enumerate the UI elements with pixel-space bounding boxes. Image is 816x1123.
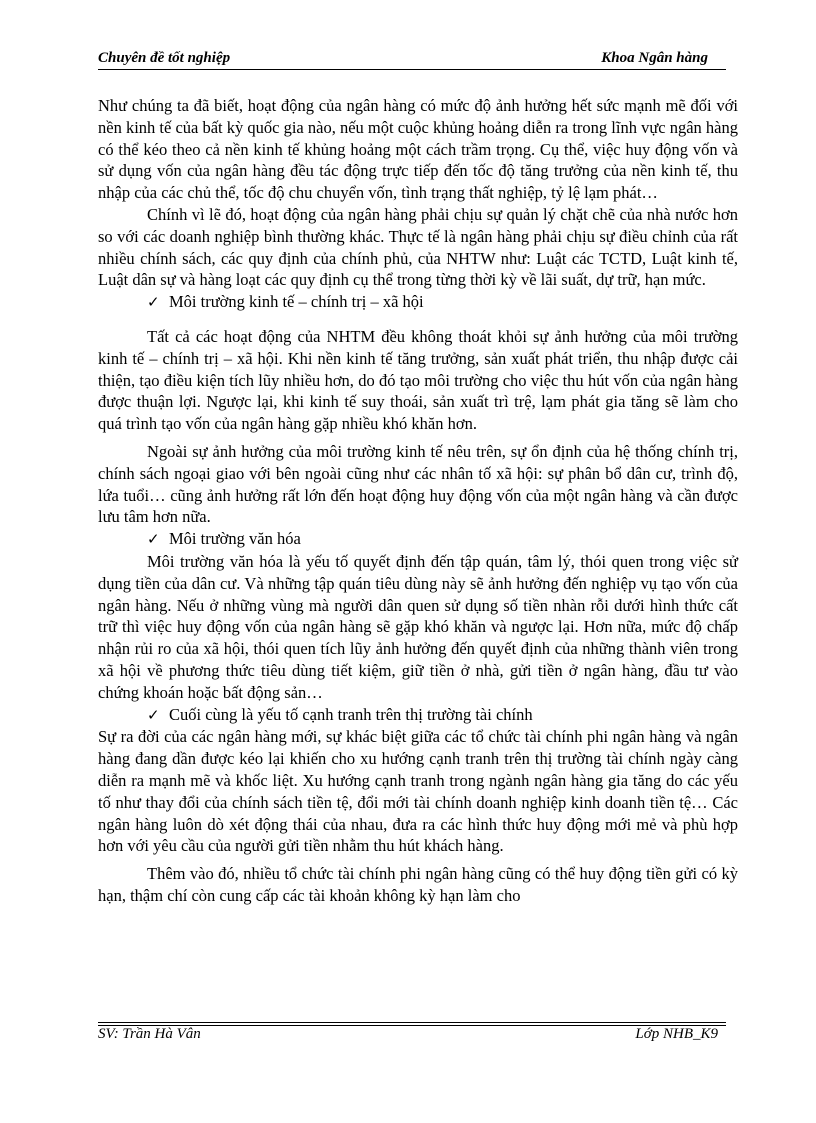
paragraph: Như chúng ta đã biết, hoạt động của ngân hàng có mức độ ảnh hưởng hết sức mạnh mẽ đối với nền kinh tế của bất kỳ quốc gia nào, nếu một cuộc khủng hoảng diễn ra trong lĩnh vực ngân hàng có thể kéo theo cả nền kinh tế khủng hoảng một cách trầm trọng. Cụ thể, việc huy động vốn và sử dụng vốn của ngân hàng đều tác động trực tiếp đến tốc độ tăng trưởng của nền kinh tế, thu nhập của các chủ thể, tốc độ chu chuyển vốn, tình trạng thất nghiệp, tỷ lệ lạm phát… (98, 96, 738, 203)
bullet-heading (98, 291, 738, 314)
footer-student: SV: Trần Hà Vân (98, 1026, 201, 1042)
checkmark-icon: ✓ (147, 293, 160, 312)
bullet-text: Môi trường kinh tế – chính trị – xã hội (169, 292, 424, 312)
checkmark-icon: ✓ (147, 705, 160, 724)
bullet-text: Môi trường văn hóa (169, 529, 301, 549)
header-title: Chuyên đề tốt nghiệp (98, 50, 231, 66)
paragraph: Ngoài sự ảnh hưởng của môi trường kinh tế nêu trên, sự ổn định của hệ thống chính trị, chính sách ngoại giao với bên ngoài cũng như các nhân tố xã hội: sự phân bổ dân cư, trình độ, lứa tuổi… cũng ảnh hưởng rất lớn đến hoạt động huy động vốn của một ngân hàng và cần được lưu tâm hơn nữa. (98, 441, 738, 527)
paragraph: Chính vì lẽ đó, hoạt động của ngân hàng phải chịu sự quản lý chặt chẽ của nhà nước hơn so với các doanh nghiệp bình thường khác. Thực tế là ngân hàng phải chịu sự điều chỉnh của rất nhiều chính sách, các quy định của chính phủ, của NHTW như: Luật các TCTD, Luật kinh tế, Luật dân sự và hàng loạt các quy định cụ thể trong từng thời kỳ về lãi suất, dự trữ, hạn mức. (98, 204, 738, 290)
header-rule (98, 69, 726, 70)
document-body (98, 95, 738, 907)
bullet-heading (98, 704, 738, 727)
paragraph: Thêm vào đó, nhiều tổ chức tài chính phi ngân hàng cũng có thể huy động tiền gửi có kỳ hạn, thậm chí còn cung cấp các tài khoản không kỳ hạn làm cho (98, 864, 738, 905)
footer-class: Lớp NHB_K9 (635, 1026, 718, 1042)
paragraph: Môi trường văn hóa là yếu tố quyết định đến tập quán, tâm lý, thói quen trong việc sử dụng tiền của dân cư. Và những tập quán tiêu dùng này sẽ ảnh hưởng đến nghiệp vụ tạo vốn của ngân hàng. Nếu ở những vùng mà người dân quen sử dụng số tiền nhàn rỗi dưới hình thức cất trữ thì việc huy động vốn của ngân hàng sẽ gặp khó khăn và ngược lại. Hơn nữa, mức độ chấp nhận rủi ro của xã hội, thói quen tích lũy ảnh hưởng đến quyết định của những thành viên trong xã hội về phương thức tiêu dùng tiết kiệm, giữ tiền ở nhà, gửi tiền ở ngân hàng, đầu tư vào chứng khoán hoặc bất động sản… (98, 551, 738, 702)
checkmark-icon: ✓ (147, 530, 160, 549)
page-header (98, 50, 718, 70)
paragraph: Tất cả các hoạt động của NHTM đều không thoát khỏi sự ảnh hưởng của môi trường kinh tế – chính trị – xã hội. Khi nền kinh tế tăng trưởng, sản xuất phát triển, thu nhập được cải thiện, tạo điều kiện tích lũy nhiều hơn, do đó tạo môi trường cho việc thu hút vốn của ngân hàng được thuận lợi. Ngược lại, khi kinh tế suy thoái, sản xuất trì trệ, lạm phát gia tăng sẽ làm cho quá trình tạo vốn của ngân hàng gặp nhiều khó khăn hơn. (98, 326, 738, 434)
bullet-heading (98, 528, 738, 551)
paragraph: Sự ra đời của các ngân hàng mới, sự khác biệt giữa các tổ chức tài chính phi ngân hàng và ngân hàng đang dần được kéo lại khiến cho xu hướng cạnh tranh trên thị trường tài chính ngày càng diễn ra mạnh mẽ và khốc liệt. Xu hướng cạnh tranh trong ngành ngân hàng gia tăng do các yếu tố như thay đổi của chính sách tiền tệ, đổi mới tài chính doanh nghiệp kinh doanh tiền tệ… Các ngân hàng luôn dò xét động thái của nhau, đưa ra các hình thức huy động mới mẻ và phù hợp hơn với yêu cầu của người gửi tiền nhằm thu hút khách hàng. (98, 727, 738, 856)
bullet-text: Cuối cùng là yếu tố cạnh tranh trên thị trường tài chính (169, 704, 533, 724)
header-department: Khoa Ngân hàng (601, 50, 708, 66)
footer-rule (98, 1022, 726, 1023)
